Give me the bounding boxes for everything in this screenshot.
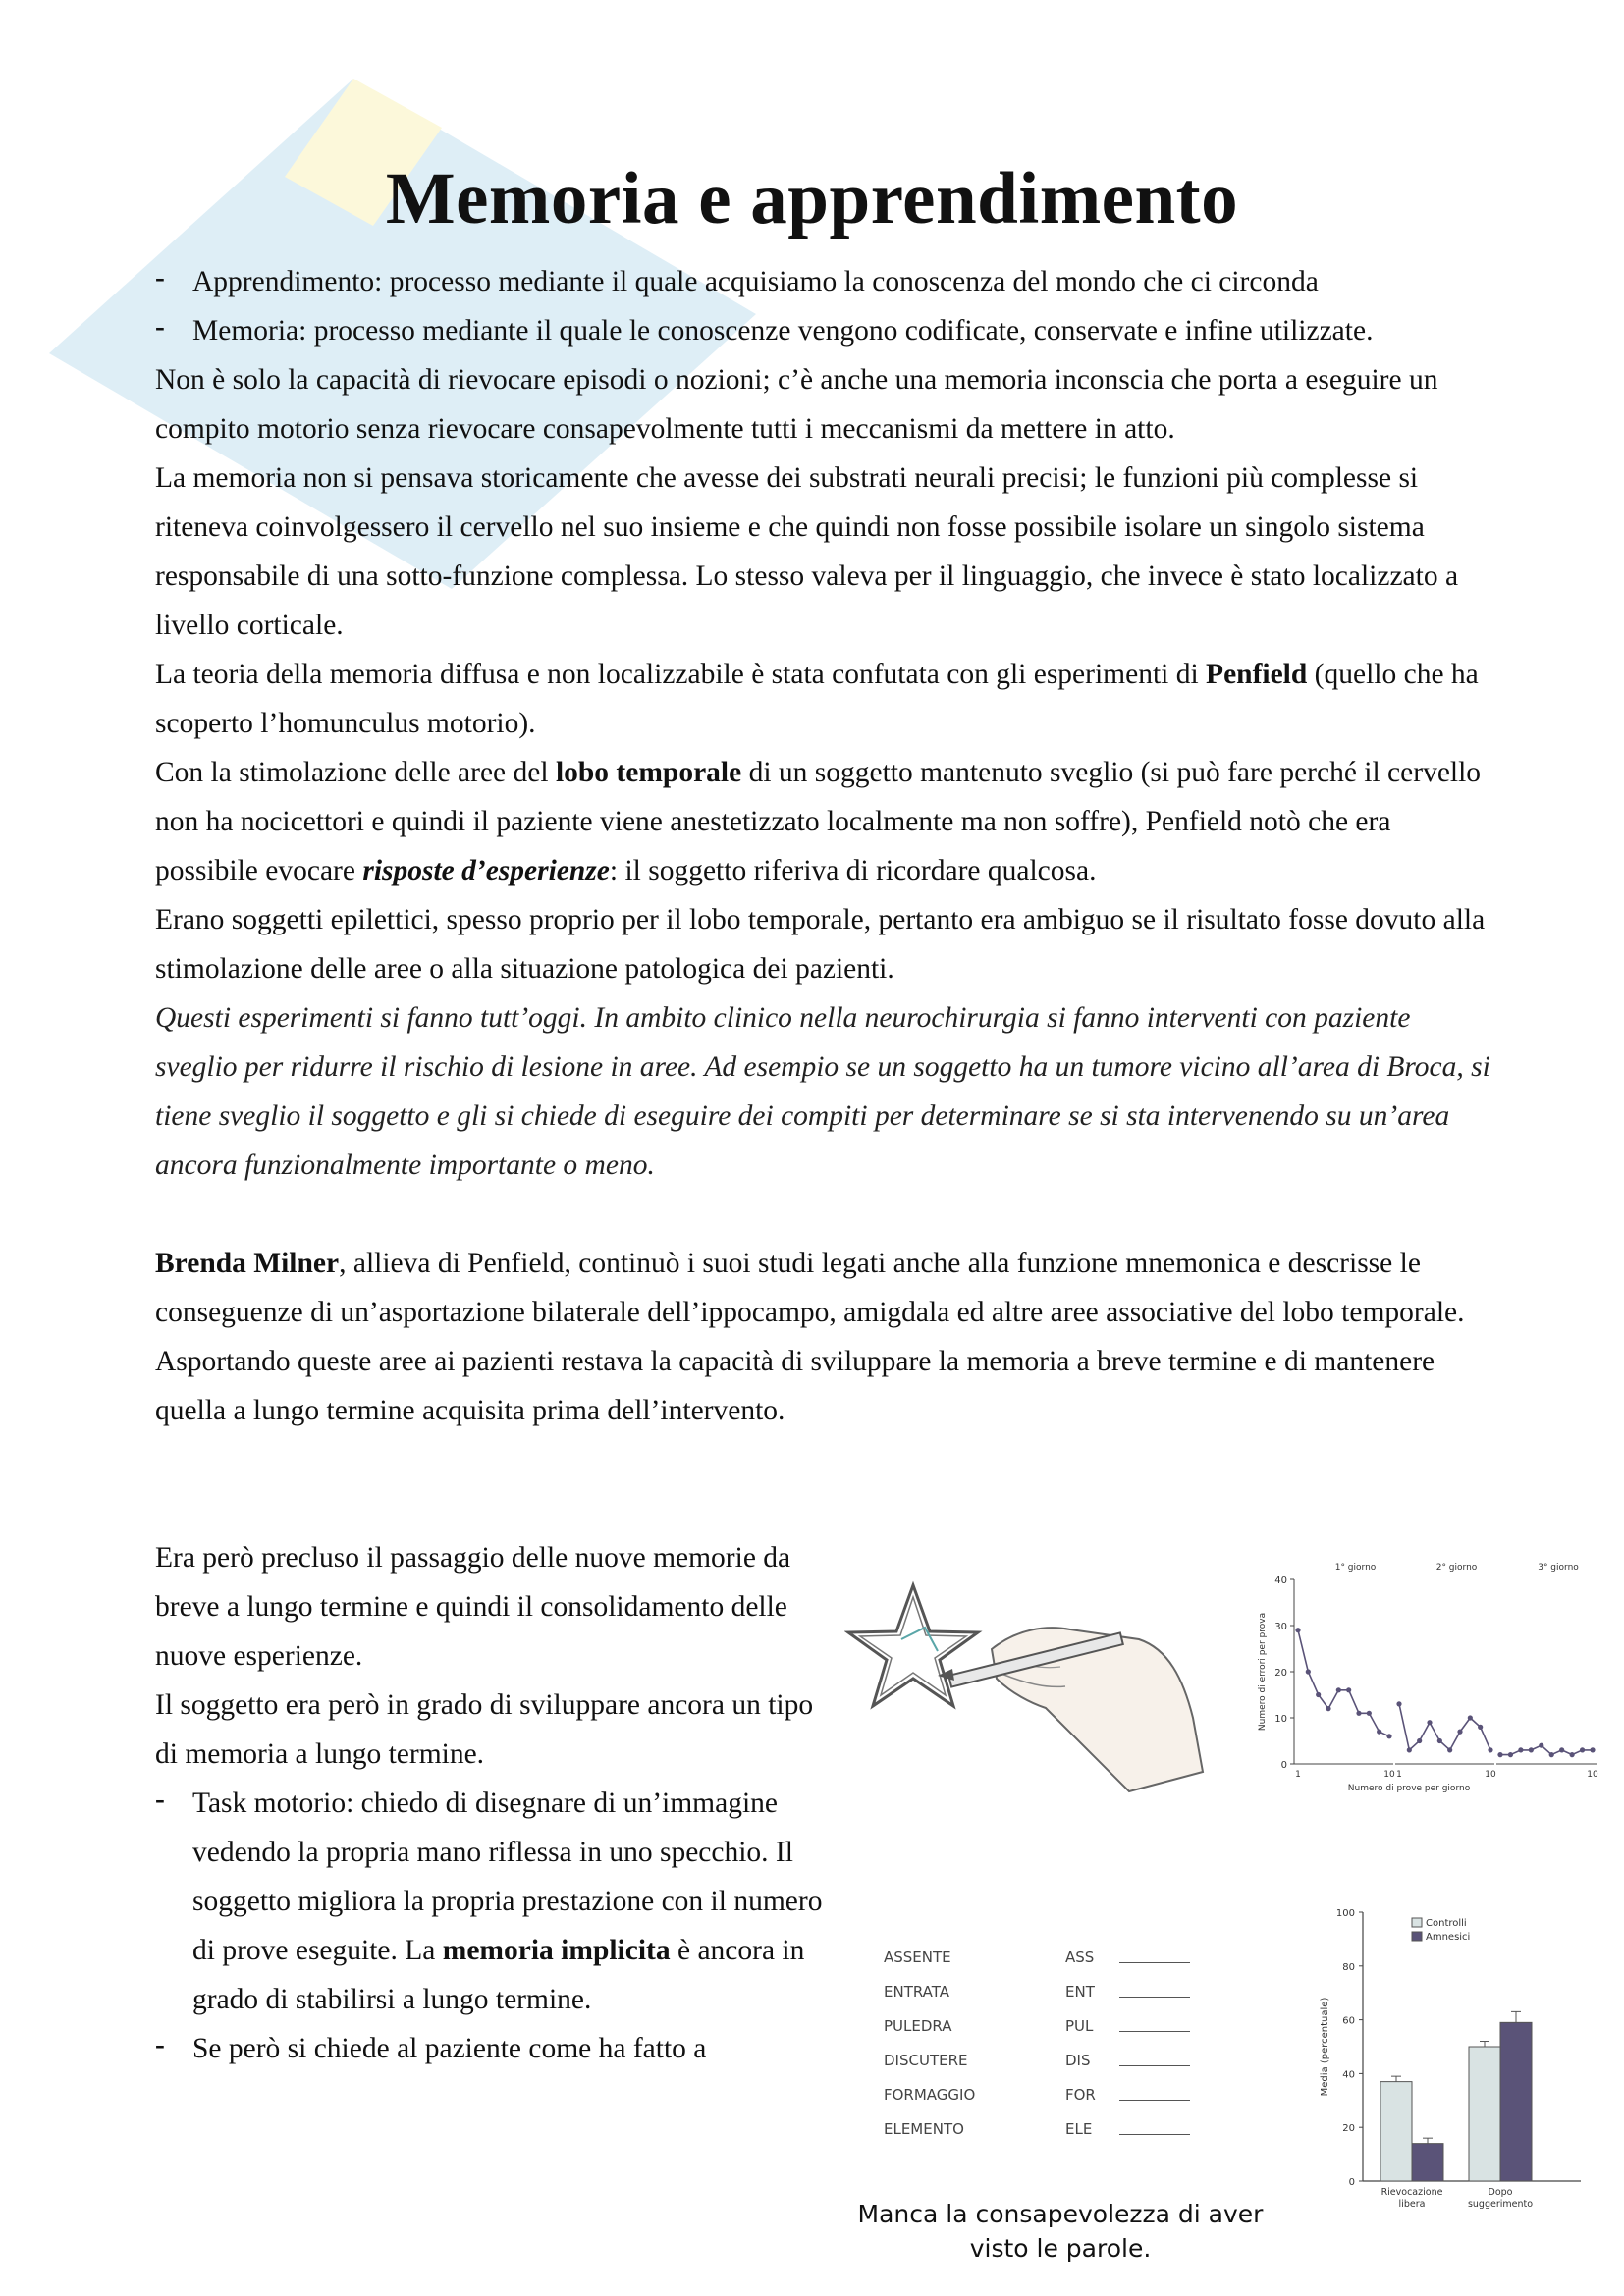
data-point [1549, 1752, 1554, 1757]
y-tick-label: 80 [1342, 1961, 1355, 1973]
panel-title: 3° giorno [1538, 1563, 1579, 1573]
list-item: - Se però si chiede al paziente come ha fatto a [155, 2024, 823, 2073]
bar [1380, 2082, 1412, 2181]
x-tick-label: 10 [1383, 1770, 1395, 1780]
data-point [1367, 1711, 1372, 1716]
x-tick-label: 1 [1295, 1770, 1301, 1780]
mirror-drawing-illustration [844, 1571, 1208, 1796]
data-point [1306, 1669, 1311, 1674]
errors-per-trial-chart [1247, 1556, 1610, 1811]
data-point [1336, 1687, 1341, 1692]
x-tick-label: Dopo [1488, 2187, 1513, 2198]
data-point [1316, 1692, 1321, 1697]
paragraph: La memoria non si pensava storicamente che avesse dei substrati neurali precisi; le funzioni più complesse si riteneva coinvolgessero il cervello nel suo insieme e che quindi non fosse possibile isolare un singolo sistema responsabile di una sotto-funzione complessa. Lo stesso valeva per il linguaggio, che invece è stato localizzato a livello corticale. [155, 462, 1459, 641]
x-tick-label: 10 [1485, 1770, 1496, 1780]
data-point [1508, 1752, 1513, 1757]
data-point [1559, 1747, 1564, 1752]
paragraph: Il soggetto era però in grado di sviluppare ancora un tipo di memoria a lungo termine. [155, 1689, 814, 1770]
data-point [1497, 1752, 1502, 1757]
list-item: - Apprendimento: processo mediante il quale acquisiamo la conoscenza del mondo che ci circonda [155, 257, 1490, 306]
data-point [1468, 1715, 1473, 1720]
y-tick-label: 40 [1342, 2069, 1355, 2081]
data-point [1407, 1747, 1412, 1752]
data-point [1529, 1747, 1534, 1752]
legend-label: Amnesici [1426, 1932, 1471, 1943]
page-title: Memoria e apprendimento [385, 158, 1239, 240]
y-tick-label: 20 [1342, 2123, 1355, 2135]
list-item: - Task motorio: chiedo di disegnare di un’immagine vedendo la propria mano riflessa in uno specchio. Il soggetto migliora la propria prestazione con il numero di prove eseguite. La memoria implicita è ancora in grado di stabilirsi a lungo termine. [155, 1779, 823, 2024]
recall-bar-chart [1306, 1885, 1600, 2228]
bar [1500, 2022, 1532, 2181]
data-point [1437, 1738, 1442, 1743]
bar [1412, 2144, 1443, 2181]
panel-title: 1° giorno [1334, 1563, 1377, 1573]
data-point [1539, 1743, 1543, 1748]
bar [1469, 2047, 1500, 2181]
data-point [1590, 1747, 1595, 1752]
word-row: PULEDRA PUL [884, 2017, 1198, 2052]
data-point [1518, 1747, 1523, 1752]
left-column-text [155, 1533, 823, 2073]
paragraph: Brenda Milner, allieva di Penfield, continuò i suoi studi legati anche alla funzione mnemonica e descrisse le conseguenze di un’asportazione bilaterale dell’ippocampo, amigdala ed altre aree associative del lobo temporale. Asportando queste aree ai pazienti restava la capacità di sviluppare la memoria a breve termine e di mantenere quella a lungo termine acquisita prima dell’intervento. [155, 1248, 1465, 1426]
y-tick-label: 10 [1274, 1714, 1287, 1725]
data-point [1377, 1730, 1381, 1735]
data-point [1427, 1720, 1432, 1725]
x-tick-label: 10 [1587, 1770, 1598, 1780]
data-point [1295, 1628, 1300, 1632]
data-point [1488, 1747, 1492, 1752]
y-tick-label: 20 [1274, 1668, 1287, 1679]
body-text [155, 257, 1490, 1435]
legend-label: Controlli [1426, 1918, 1467, 1929]
figure-caption: Manca la consapevolezza di aver visto le parole. [857, 2200, 1264, 2263]
data-point [1570, 1752, 1575, 1757]
y-tick-label: 30 [1274, 1622, 1287, 1632]
list-item: - Memoria: processo mediante il quale le conoscenze vengono codificate, conservate e infine utilizzate. [155, 306, 1490, 355]
series-line [1500, 1745, 1593, 1754]
paragraph: Con la stimolazione delle aree del lobo temporale di un soggetto mantenuto sveglio (si può fare perché il cervello non ha nocicettori e quindi il paziente viene anestetizzato localmente ma non soffre), Penfield notò che era possibile evocare risposte d’esperienze: il soggetto riferiva di ricordare qualcosa. [155, 757, 1482, 886]
y-axis-label: Media (percentuale) [1320, 1997, 1330, 2097]
word-row: FORMAGGIO FOR [884, 2086, 1198, 2120]
word-row: DISCUTERE DIS [884, 2052, 1198, 2086]
panel-title: 2° giorno [1435, 1563, 1478, 1573]
y-tick-label: 60 [1342, 2015, 1355, 2027]
word-list [884, 1949, 1198, 2155]
legend-swatch [1412, 1918, 1422, 1927]
x-tick-label: Rievocazione [1380, 2187, 1443, 2198]
y-axis-label: Numero di errori per prova [1258, 1612, 1268, 1732]
italic-note: Questi esperimenti si fanno tutt’oggi. In ambito clinico nella neurochirurgia si fanno interventi con paziente sveglio per ridurre il rischio di lesione in aree. Ad esempio se un soggetto ha un tumore vicino all’area di Broca, si tiene sveglio il soggetto e gli si chiede di eseguire dei compiti per determinare se si sta intervenendo su un’area ancora funzionalmente importante o meno. [155, 1002, 1490, 1181]
data-point [1478, 1725, 1483, 1730]
data-point [1326, 1706, 1330, 1711]
data-point [1447, 1747, 1452, 1752]
data-point [1396, 1701, 1401, 1706]
data-point [1346, 1687, 1351, 1692]
x-tick-label: suggerimento [1467, 2199, 1534, 2210]
data-point [1386, 1734, 1391, 1738]
data-point [1356, 1711, 1361, 1716]
series-line [1399, 1704, 1490, 1750]
paragraph: Erano soggetti epilettici, spesso proprio per il lobo temporale, pertanto era ambiguo se il risultato fosse dovuto alla stimolazione delle aree o alla situazione patologica dei pazienti. [155, 904, 1486, 985]
paragraph: La teoria della memoria diffusa e non localizzabile è stata confutata con gli esperimenti di Penfield (quello che ha scoperto l’homunculus motorio). [155, 659, 1479, 739]
series-line [1298, 1630, 1389, 1736]
data-point [1417, 1738, 1422, 1743]
y-tick-label: 0 [1348, 2177, 1355, 2188]
word-row: ASSENTE ASS [884, 1949, 1198, 1983]
x-tick-label: libera [1398, 2199, 1426, 2210]
paragraph: Non è solo la capacità di rievocare episodi o nozioni; c’è anche una memoria inconscia che porta a eseguire un compito motorio senza rievocare consapevolmente tutti i meccanismi da mettere in atto. [155, 364, 1438, 445]
x-axis-label: Numero di prove per giorno [1347, 1784, 1471, 1793]
legend-swatch [1412, 1932, 1422, 1941]
y-tick-label: 100 [1335, 1908, 1355, 1919]
word-row: ELEMENTO ELE [884, 2120, 1198, 2155]
data-point [1580, 1747, 1585, 1752]
paragraph: Era però precluso il passaggio delle nuove memorie da breve a lungo termine e quindi il consolidamento delle nuove esperienze. [155, 1542, 791, 1672]
data-point [1457, 1730, 1462, 1735]
x-tick-label: 1 [1396, 1770, 1402, 1780]
y-tick-label: 40 [1274, 1575, 1287, 1586]
y-tick-label: 0 [1280, 1760, 1287, 1771]
word-row: ENTRATA ENT [884, 1983, 1198, 2017]
